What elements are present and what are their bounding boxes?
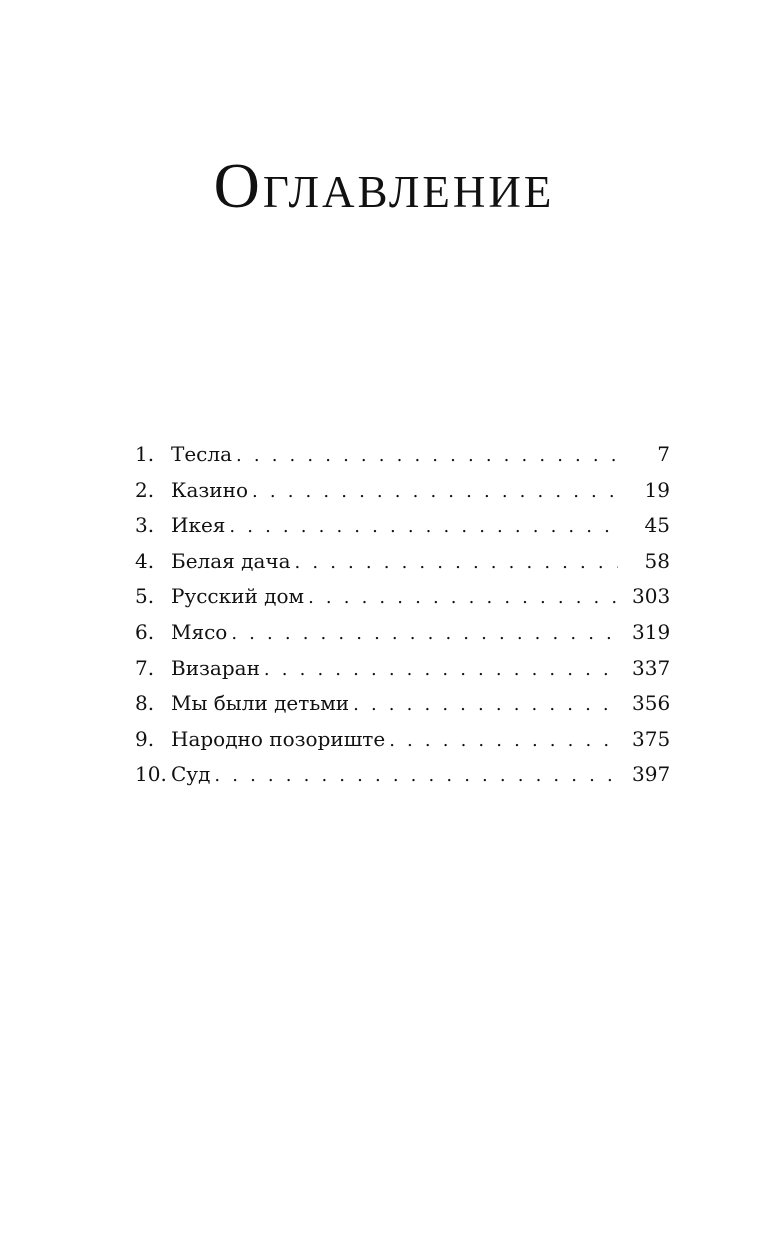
- page-number: 319: [632, 619, 671, 644]
- page-number: 7: [657, 442, 670, 466]
- page-number: 356: [632, 691, 671, 716]
- toc-entry[interactable]: [135, 722, 670, 758]
- chapter-title: Икея: [171, 513, 226, 538]
- chapter-number: 1.: [135, 442, 155, 466]
- dot-leader: [214, 758, 618, 794]
- toc-entry[interactable]: [135, 686, 670, 722]
- chapter-title: Тесла: [171, 442, 233, 466]
- page-title: Оглавление: [213, 150, 555, 221]
- chapter-title: Народно позориште: [171, 726, 386, 751]
- toc-entry[interactable]: [135, 757, 670, 793]
- page-number: 337: [632, 655, 671, 680]
- toc-entry[interactable]: [135, 651, 670, 687]
- chapter-title: Визаран: [171, 655, 260, 680]
- dot-leader: [264, 652, 618, 688]
- page-number: 375: [632, 726, 671, 751]
- page-number: 397: [632, 762, 671, 787]
- dot-leader: [236, 438, 618, 474]
- dot-leader: [353, 687, 618, 723]
- toc-entry[interactable]: [135, 544, 670, 580]
- chapter-title: Белая дача: [171, 548, 291, 573]
- chapter-title: Суд: [171, 762, 211, 787]
- dot-leader: [389, 723, 618, 759]
- chapter-title: Казино: [171, 477, 249, 502]
- page-number: 58: [644, 548, 670, 573]
- page-number: 45: [644, 513, 670, 538]
- chapter-number: 7.: [135, 655, 155, 680]
- page-number: 19: [644, 477, 670, 502]
- chapter-number: 10.: [135, 762, 167, 787]
- chapter-title: Мы были детьми: [171, 691, 350, 716]
- chapter-number: 5.: [135, 584, 155, 609]
- toc-entry[interactable]: [135, 615, 670, 651]
- chapter-number: 6.: [135, 619, 155, 644]
- chapter-title: Мясо: [171, 619, 228, 644]
- toc-entry[interactable]: [135, 473, 670, 509]
- toc-entry[interactable]: [135, 437, 670, 473]
- chapter-number: 8.: [135, 691, 155, 716]
- dot-leader: [229, 509, 618, 545]
- chapter-number: 4.: [135, 548, 155, 573]
- chapter-title: Русский дом: [171, 584, 305, 609]
- dot-leader: [295, 545, 618, 581]
- toc-entry[interactable]: [135, 508, 670, 544]
- page-number: 303: [632, 584, 671, 609]
- dot-leader: [308, 580, 618, 616]
- chapter-number: 3.: [135, 513, 155, 538]
- table-of-contents: [135, 437, 670, 793]
- dot-leader: [252, 474, 618, 510]
- chapter-number: 9.: [135, 726, 155, 751]
- toc-entry[interactable]: [135, 579, 670, 615]
- dot-leader: [231, 616, 618, 652]
- chapter-number: 2.: [135, 477, 155, 502]
